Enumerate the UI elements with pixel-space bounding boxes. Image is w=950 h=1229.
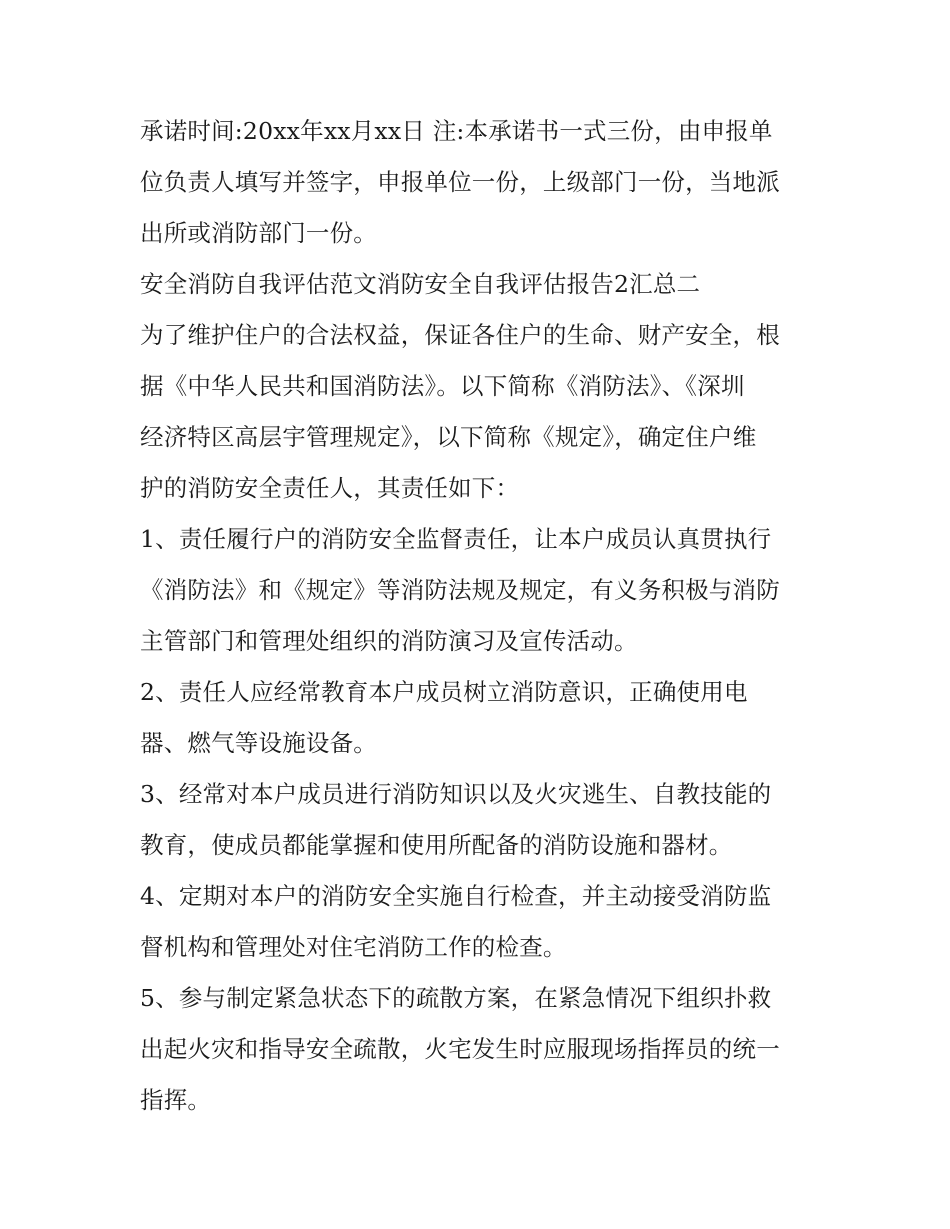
section-heading: 安全消防自我评估范文消防安全自我评估报告2汇总二 (140, 270, 701, 298)
text-line: 器、燃气等设施设备。 (140, 729, 377, 757)
text-line: 教育，使成员都能掌握和使用所配备的消防设施和器材。 (140, 831, 733, 859)
text-line: 位负责人填写并签字，申报单位一份，上级部门一份，当地派 (140, 168, 780, 196)
list-item-4: 4、定期对本户的消防安全实施自行检查，并主动接受消防监 (140, 882, 772, 910)
list-item-2: 2、责任人应经常教育本户成员树立消防意识，正确使用电 (140, 678, 748, 706)
list-item-3: 3、经常对本户成员进行消防知识以及火灾逃生、自教技能的 (140, 780, 772, 808)
text-line: 主管部门和管理处组织的消防演习及宣传活动。 (140, 627, 638, 655)
document-body (140, 106, 820, 1126)
text-line: 指挥。 (140, 1086, 212, 1114)
text-line: 护的消防安全责任人，其责任如下： (140, 474, 520, 502)
text-line: 出起火灾和指导安全疏散，火宅发生时应服现场指挥员的统一 (140, 1035, 780, 1063)
list-item-5: 5、参与制定紧急状态下的疏散方案，在紧急情况下组织扑救 (140, 984, 772, 1012)
text-line: 出所或消防部门一份。 (140, 219, 377, 247)
list-item-1: 1、责任履行户的消防安全监督责任，让本户成员认真贯执行 (140, 525, 772, 553)
text-line: 为了维护住户的合法权益，保证各住户的生命、财产安全，根 (140, 321, 780, 349)
text-line: 经济特区高层宇管理规定》，以下简称《规定》，确定住户维 (140, 423, 757, 451)
text-line: 据《中华人民共和国消防法》。以下简称《消防法》、《深圳 (140, 372, 745, 400)
text-line: 《消防法》和《规定》等消防法规及规定，有义务积极与消防 (140, 576, 780, 604)
text-line: 督机构和管理处对住宅消防工作的检查。 (140, 933, 567, 961)
text-line: 承诺时间:20xx年xx月xx日 注:本承诺书一式三份，由申报单 (140, 117, 773, 145)
